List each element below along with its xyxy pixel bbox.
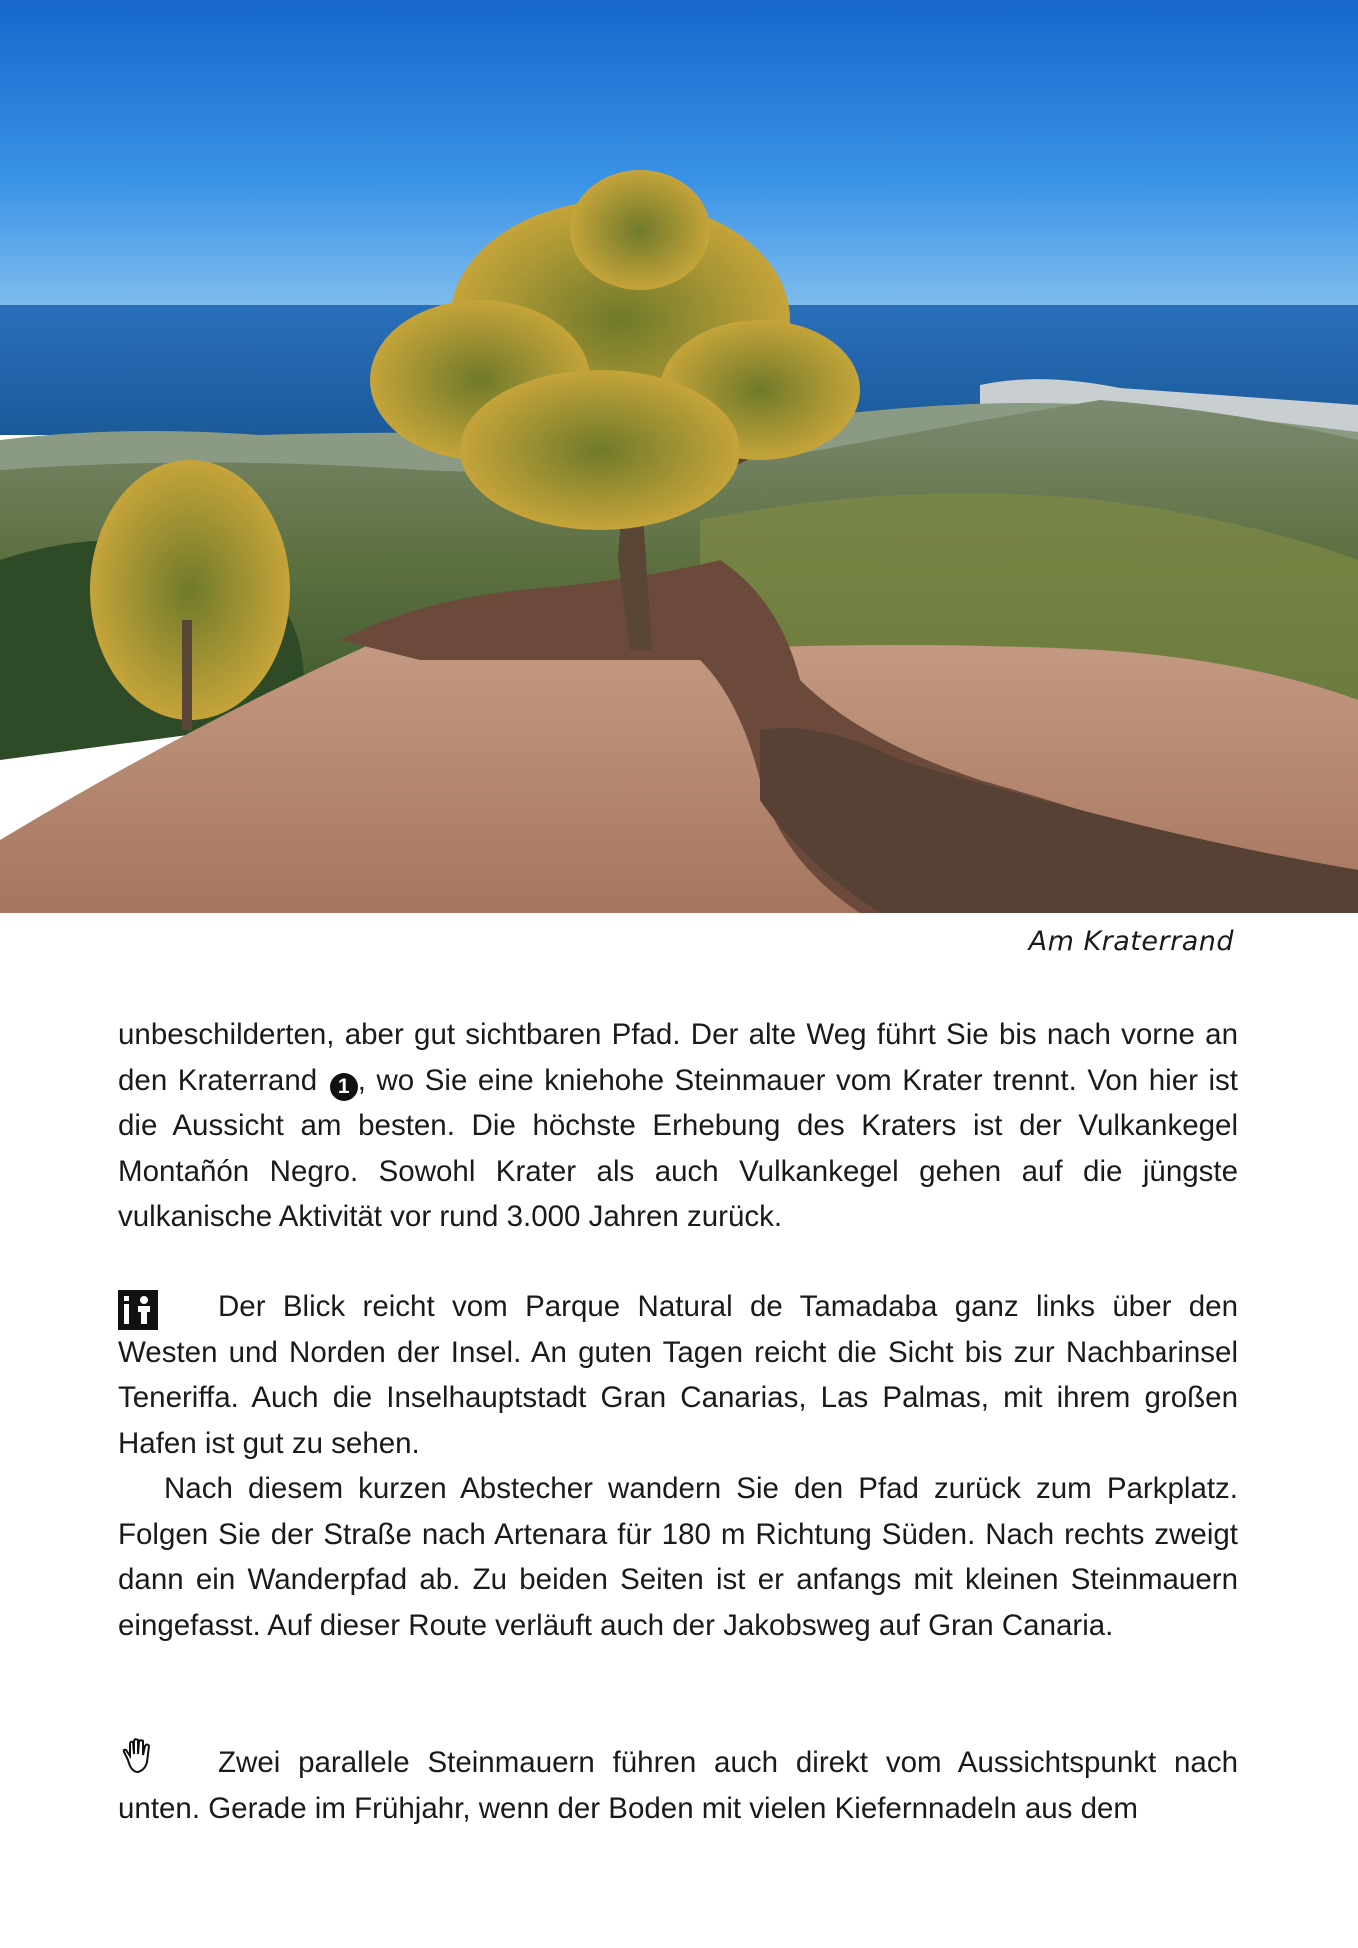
crater-rim-photo: [0, 0, 1358, 913]
hand-block: [118, 1740, 1238, 1831]
info-block: [118, 1284, 1238, 1648]
info-paragraph: Der Blick reicht vom Parque Natural de Tamadaba ganz links über den Westen und Norden der Insel. An guten Tagen reicht die Sicht bis zur Nachbarinsel Teneriffa. Auch die Inselhauptstadt Gran Canarias, Las Palmas, mit ihrem großen Hafen ist gut zu sehen.: [118, 1290, 1238, 1460]
paragraph-text: , wo Sie eine kniehohe Steinmauer vom Krater trennt. Von hier ist die Aussicht am besten. Die höchste Erhebung des Kraters ist der Vulkankegel Montañón Negro. Sowohl Krater als auch Vulkankegel gehen auf die jüngste vulkanische Aktivität vor rund 3.000 Jahren zurück.: [118, 1063, 1238, 1233]
body-paragraph-1: [118, 1012, 1238, 1240]
body-paragraph-3: Nach diesem kurzen Abstecher wandern Sie den Pfad zurück zum Parkplatz. Folgen Sie der Straße nach Artenara für 180 m Richtung Süden. Nach rechts zweigt dann ein Wanderpfad ab. Zu beiden Seiten ist er anfangs mit kleinen Steinmauern eingefasst. Auf dieser Route verläuft auch der Jakobsweg auf Gran Canaria.: [118, 1472, 1238, 1642]
photo-caption: Am Kraterrand: [1028, 926, 1234, 957]
tip-paragraph: Zwei parallele Steinmauern führen auch direkt vom Aussichtspunkt nach unten. Gerade im Frühjahr, wenn der Boden mit vielen Kiefernnadeln aus dem: [118, 1746, 1238, 1825]
waypoint-marker: 1: [330, 1073, 358, 1101]
paragraph-text: unbeschilderten, aber gut sichtbaren Pfad. Der alte Weg führt Sie bis nach vorne an den Kraterrand: [118, 1018, 1238, 1097]
